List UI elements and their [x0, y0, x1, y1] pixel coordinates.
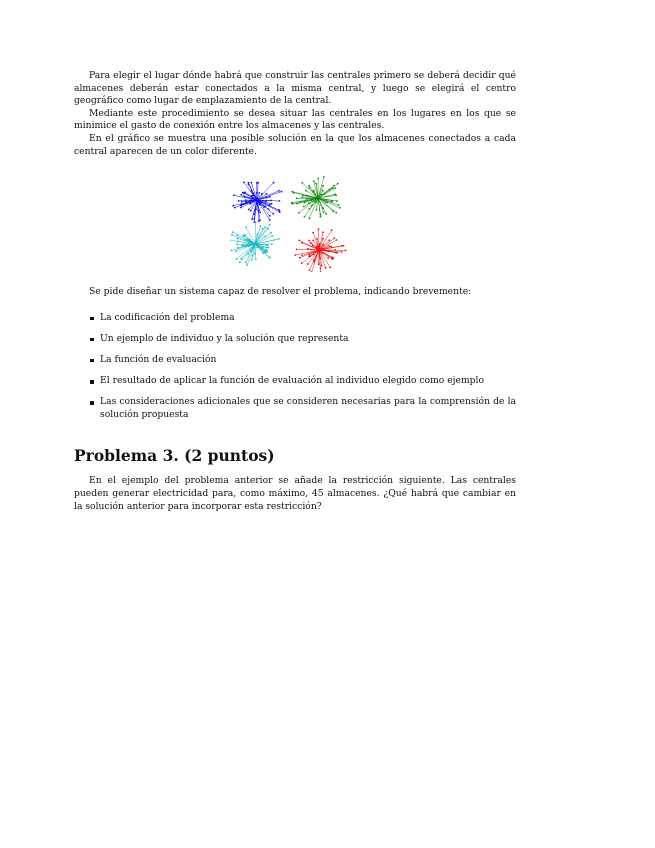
warehouse-point — [334, 187, 336, 189]
warehouse-point — [233, 195, 235, 197]
warehouse-point — [245, 199, 247, 201]
warehouse-point — [326, 202, 328, 204]
warehouse-point — [264, 227, 266, 229]
warehouse-point — [308, 185, 310, 187]
warehouse-point — [296, 249, 298, 251]
cluster-ray — [312, 250, 319, 272]
warehouse-point — [245, 262, 247, 264]
list-item — [74, 333, 516, 346]
warehouse-point — [301, 197, 303, 199]
warehouse-point — [279, 210, 281, 212]
warehouse-point — [309, 269, 311, 271]
warehouse-point — [278, 238, 280, 240]
central-point — [253, 242, 257, 246]
paragraph-3: En el gráfico se muestra una posible solución en la que los almacenes conectados a cada central aparecen de un color diferente. — [74, 132, 516, 157]
list-item-text: El resultado de aplicar la función de evaluación al individuo elegido como ejemplo — [100, 375, 485, 387]
list-item-text: Un ejemplo de individuo y la solución que representa — [100, 332, 349, 344]
warehouse-point — [330, 246, 332, 248]
warehouse-point — [296, 198, 298, 200]
warehouse-point — [266, 193, 268, 195]
warehouse-point — [269, 257, 271, 259]
warehouse-point — [256, 192, 258, 194]
warehouse-point — [298, 212, 300, 214]
warehouse-point — [255, 258, 257, 260]
warehouse-point — [312, 240, 314, 242]
warehouse-point — [269, 204, 271, 206]
list-item-text: Las consideraciones adicionales que se consideren necesarias para la comprensión de la solución propuesta — [100, 396, 516, 420]
warehouse-point — [262, 228, 264, 230]
problem-3-text: En el ejemplo del problema anterior se añade la restricción siguiente. Las centrales pueden generar electricidad para, como máximo, 45 almacenes. ¿Qué habrá que cambiar en la solución anterior para incorporar esta restricción? — [74, 475, 516, 512]
list-item — [74, 375, 516, 388]
warehouse-point — [305, 190, 307, 192]
list-item — [74, 396, 516, 421]
warehouse-point — [273, 182, 275, 184]
warehouse-point — [332, 257, 334, 259]
paragraph-2: Mediante este procedimiento se desea situar las centrales en los lugares en los que se minimice el gasto de conexión entre los almacenes y las centrales. — [74, 107, 516, 132]
warehouse-point — [335, 212, 337, 214]
warehouse-point — [272, 213, 274, 215]
warehouse-point — [259, 212, 261, 214]
warehouse-point — [294, 254, 296, 256]
warehouse-point — [232, 231, 234, 233]
warehouse-point — [262, 252, 264, 254]
warehouse-point — [315, 183, 317, 185]
problem-3-heading: Problema 3. (2 puntos) — [74, 446, 275, 466]
central-point — [317, 248, 321, 252]
warehouse-point — [256, 233, 258, 235]
cluster-blue — [232, 182, 282, 224]
warehouse-point — [336, 252, 338, 254]
warehouse-point — [323, 212, 325, 214]
warehouse-point — [237, 234, 239, 236]
warehouse-point — [270, 232, 272, 234]
warehouse-point — [242, 192, 244, 194]
warehouse-point — [320, 268, 322, 270]
warehouse-point — [336, 200, 338, 202]
list-item — [74, 312, 516, 325]
warehouse-point — [253, 213, 255, 215]
warehouse-point — [259, 219, 261, 221]
warehouse-point — [320, 216, 322, 218]
warehouse-point — [241, 201, 243, 203]
list-item-text: La función de evaluación — [100, 353, 217, 365]
warehouse-point — [322, 190, 324, 192]
warehouse-point — [232, 205, 234, 207]
warehouse-point — [240, 258, 242, 260]
warehouse-point — [302, 195, 304, 197]
warehouse-point — [248, 182, 250, 184]
warehouse-point — [255, 221, 257, 223]
warehouse-point — [312, 245, 314, 247]
warehouse-point — [312, 232, 314, 234]
cluster-ray — [302, 183, 318, 198]
warehouse-point — [309, 217, 311, 219]
warehouse-point — [313, 181, 315, 183]
warehouse-point — [329, 267, 331, 269]
warehouse-point — [316, 238, 318, 240]
cluster-figure — [230, 172, 360, 272]
warehouse-point — [322, 185, 324, 187]
bullet-icon — [90, 401, 94, 405]
warehouse-point — [303, 206, 305, 208]
warehouse-point — [244, 192, 246, 194]
warehouse-point — [320, 214, 322, 216]
warehouse-point — [291, 191, 293, 193]
warehouse-point — [313, 259, 315, 261]
warehouse-point — [278, 190, 280, 192]
warehouse-point — [269, 219, 271, 221]
warehouse-point — [258, 210, 260, 212]
warehouse-point — [240, 207, 242, 209]
warehouse-point — [244, 234, 246, 236]
warehouse-point — [331, 229, 333, 231]
warehouse-point — [240, 194, 242, 196]
central-point — [316, 196, 320, 200]
bullet-icon — [90, 317, 94, 321]
warehouse-point — [243, 245, 245, 247]
warehouse-point — [339, 207, 341, 209]
warehouse-point — [311, 205, 313, 207]
warehouse-point — [308, 240, 310, 242]
warehouse-point — [336, 239, 338, 241]
warehouse-point — [258, 192, 260, 194]
warehouse-point — [301, 262, 303, 264]
warehouse-point — [311, 271, 313, 272]
warehouse-point — [251, 195, 253, 197]
warehouse-point — [279, 211, 281, 213]
warehouse-point — [309, 256, 311, 258]
warehouse-point — [238, 200, 240, 202]
warehouse-point — [248, 209, 250, 211]
warehouse-point — [298, 240, 300, 242]
warehouse-point — [237, 247, 239, 249]
warehouse-point — [266, 244, 268, 246]
warehouse-point — [271, 203, 273, 205]
warehouse-point — [260, 226, 262, 228]
warehouse-point — [328, 245, 330, 247]
warehouse-point — [332, 211, 334, 213]
warehouse-point — [345, 250, 347, 252]
warehouse-point — [242, 234, 244, 236]
warehouse-point — [304, 202, 306, 204]
warehouse-point — [250, 210, 252, 212]
warehouse-point — [271, 243, 273, 245]
warehouse-point — [332, 200, 334, 202]
warehouse-point — [323, 176, 325, 178]
warehouse-point — [269, 215, 271, 217]
warehouse-point — [304, 216, 306, 218]
warehouse-point — [281, 191, 283, 193]
warehouse-point — [313, 190, 315, 192]
warehouse-point — [338, 204, 340, 206]
cluster-ray — [255, 222, 256, 244]
cluster-ray — [233, 200, 257, 206]
warehouse-point — [343, 245, 345, 247]
list-item — [74, 354, 516, 367]
warehouse-point — [299, 257, 301, 259]
cluster-red — [294, 228, 346, 272]
cluster-green — [291, 176, 341, 219]
warehouse-point — [306, 198, 308, 200]
warehouse-point — [265, 247, 267, 249]
cluster-cyan — [230, 221, 280, 266]
warehouse-point — [307, 248, 309, 250]
list-item-text: La codificación del problema — [100, 311, 235, 323]
warehouse-point — [237, 238, 239, 240]
warehouse-point — [318, 263, 320, 265]
warehouse-point — [269, 196, 271, 198]
warehouse-point — [301, 255, 303, 257]
warehouse-point — [251, 218, 253, 220]
warehouse-point — [261, 193, 263, 195]
warehouse-point — [267, 247, 269, 249]
warehouse-point — [328, 240, 330, 242]
warehouse-point — [236, 258, 238, 260]
warehouse-point — [301, 182, 303, 184]
central-point — [255, 198, 259, 202]
warehouse-point — [266, 251, 268, 253]
warehouse-point — [307, 263, 309, 265]
warehouse-point — [234, 207, 236, 209]
warehouse-point — [256, 182, 258, 184]
warehouse-point — [309, 208, 311, 210]
warehouse-point — [322, 238, 324, 240]
requirements-list — [74, 312, 516, 422]
warehouse-point — [305, 195, 307, 197]
warehouse-point — [239, 262, 241, 264]
warehouse-point — [308, 202, 310, 204]
warehouse-point — [271, 235, 273, 237]
warehouse-point — [334, 249, 336, 251]
warehouse-point — [317, 178, 319, 180]
bullet-icon — [90, 380, 94, 384]
warehouse-point — [318, 228, 320, 230]
bullet-icon — [90, 338, 94, 342]
warehouse-point — [309, 187, 311, 189]
warehouse-point — [235, 250, 237, 252]
warehouse-point — [245, 227, 247, 229]
paragraph-1: Para elegir el lugar dónde habrá que construir las centrales primero se deberá decidir qué almacenes deberán estar conectados a la misma central, y luego se elegirá el centro geográfico como lugar de emplazamiento de la central. — [74, 70, 516, 107]
warehouse-point — [300, 201, 302, 203]
warehouse-point — [241, 244, 243, 246]
warehouse-point — [325, 267, 327, 269]
warehouse-point — [258, 202, 260, 204]
warehouse-point — [246, 264, 248, 266]
warehouse-point — [251, 259, 253, 261]
warehouse-point — [341, 251, 343, 253]
warehouse-point — [267, 228, 269, 230]
document-page — [74, 70, 516, 513]
warehouse-point — [236, 244, 238, 246]
warehouse-point — [316, 209, 318, 211]
warehouse-point — [250, 182, 252, 184]
warehouse-point — [327, 258, 329, 260]
warehouse-point — [243, 182, 245, 184]
warehouse-point — [321, 265, 323, 267]
warehouse-point — [337, 183, 339, 185]
warehouse-point — [320, 271, 322, 272]
warehouse-point — [231, 234, 233, 236]
warehouse-point — [325, 213, 327, 215]
warehouse-point — [322, 248, 324, 250]
warehouse-point — [334, 194, 336, 196]
warehouse-point — [279, 200, 281, 202]
warehouse-point — [319, 257, 321, 259]
warehouse-point — [250, 203, 252, 205]
warehouse-point — [291, 202, 293, 204]
request-paragraph: Se pide diseñar un sistema capaz de resolver el problema, indicando brevemente: — [89, 286, 472, 298]
warehouse-point — [269, 224, 271, 226]
warehouse-point — [322, 232, 324, 234]
bullet-icon — [90, 359, 94, 363]
warehouse-point — [231, 250, 233, 252]
warehouse-point — [333, 237, 335, 239]
